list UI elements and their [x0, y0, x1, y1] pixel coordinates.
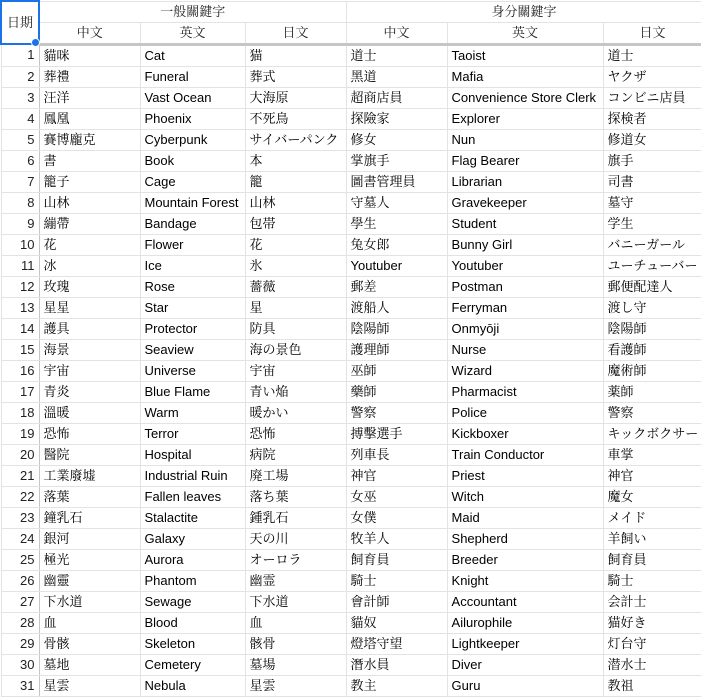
- row-number[interactable]: 6: [1, 150, 39, 171]
- identity-en-cell[interactable]: Flag Bearer: [447, 150, 603, 171]
- row-number[interactable]: 26: [1, 570, 39, 591]
- general-zh-cell[interactable]: 骨骸: [39, 633, 140, 654]
- table-row: [1, 549, 701, 570]
- selection-handle[interactable]: [31, 38, 40, 47]
- identity-ja-cell[interactable]: 墓守: [603, 192, 701, 213]
- general-ja-cell[interactable]: 葬式: [245, 66, 346, 87]
- general-zh-cell[interactable]: 工業廢墟: [39, 465, 140, 486]
- identity-ja-cell[interactable]: 車掌: [603, 444, 701, 465]
- identity-zh-cell[interactable]: 潛水員: [346, 654, 447, 675]
- identity-en-cell[interactable]: Gravekeeper: [447, 192, 603, 213]
- general-zh-cell[interactable]: 書: [39, 150, 140, 171]
- general-zh-cell[interactable]: 墓地: [39, 654, 140, 675]
- general-zh-cell[interactable]: 落葉: [39, 486, 140, 507]
- row-number[interactable]: 20: [1, 444, 39, 465]
- table-row: [1, 570, 701, 591]
- general-ja-cell[interactable]: 病院: [245, 444, 346, 465]
- row-number[interactable]: 5: [1, 129, 39, 150]
- identity-en-cell[interactable]: Shepherd: [447, 528, 603, 549]
- identity-ja-cell[interactable]: キックボクサー: [603, 423, 701, 444]
- row-number[interactable]: 22: [1, 486, 39, 507]
- table-row: [1, 66, 701, 87]
- table-row: [1, 150, 701, 171]
- identity-ja-cell[interactable]: 渡し守: [603, 297, 701, 318]
- identity-ja-cell[interactable]: ユーチューバー: [603, 255, 701, 276]
- identity-en-cell[interactable]: Kickboxer: [447, 423, 603, 444]
- identity-zh-cell[interactable]: 騎士: [346, 570, 447, 591]
- identity-zh-cell[interactable]: 列車長: [346, 444, 447, 465]
- table-row: [1, 486, 701, 507]
- row-number[interactable]: 13: [1, 297, 39, 318]
- identity-ja-cell[interactable]: 看護師: [603, 339, 701, 360]
- general-zh-cell[interactable]: 汪洋: [39, 87, 140, 108]
- row-number[interactable]: 18: [1, 402, 39, 423]
- general-en-cell[interactable]: Cage: [140, 171, 245, 192]
- identity-ja-cell[interactable]: 灯台守: [603, 633, 701, 654]
- identity-en-cell[interactable]: Police: [447, 402, 603, 423]
- identity-en-cell[interactable]: Priest: [447, 465, 603, 486]
- general-en-cell[interactable]: Phantom: [140, 570, 245, 591]
- general-ja-cell[interactable]: サイバーパンク: [245, 129, 346, 150]
- identity-en-cell[interactable]: Taoist: [447, 44, 603, 66]
- identity-ja-cell[interactable]: 修道女: [603, 129, 701, 150]
- table-row: [1, 591, 701, 612]
- general-en-cell[interactable]: Ice: [140, 255, 245, 276]
- general-ja-cell[interactable]: 幽霊: [245, 570, 346, 591]
- identity-ja-cell[interactable]: 道士: [603, 44, 701, 66]
- general-ja-cell[interactable]: 下水道: [245, 591, 346, 612]
- identity-ja-cell[interactable]: 旗手: [603, 150, 701, 171]
- identity-zh-cell[interactable]: 圖書管理員: [346, 171, 447, 192]
- general-ja-cell[interactable]: 海の景色: [245, 339, 346, 360]
- general-zh-cell[interactable]: 宇宙: [39, 360, 140, 381]
- table-row: [1, 507, 701, 528]
- identity-zh-cell[interactable]: 渡船人: [346, 297, 447, 318]
- identity-en-cell[interactable]: Student: [447, 213, 603, 234]
- col-header-identity-en[interactable]: 英文: [447, 22, 603, 44]
- identity-en-cell[interactable]: Ailurophile: [447, 612, 603, 633]
- general-zh-cell[interactable]: 葬禮: [39, 66, 140, 87]
- general-ja-cell[interactable]: 星雲: [245, 675, 346, 696]
- identity-en-cell[interactable]: Bunny Girl: [447, 234, 603, 255]
- row-number[interactable]: 16: [1, 360, 39, 381]
- identity-ja-cell[interactable]: 陰陽師: [603, 318, 701, 339]
- general-en-cell[interactable]: Sewage: [140, 591, 245, 612]
- identity-zh-cell[interactable]: 搏擊選手: [346, 423, 447, 444]
- general-zh-cell[interactable]: 幽靈: [39, 570, 140, 591]
- identity-ja-cell[interactable]: 探検者: [603, 108, 701, 129]
- general-zh-cell[interactable]: 溫暖: [39, 402, 140, 423]
- table-row: [1, 633, 701, 654]
- general-zh-cell[interactable]: 護具: [39, 318, 140, 339]
- table-row: [1, 192, 701, 213]
- identity-zh-cell[interactable]: 道士: [346, 44, 447, 66]
- general-ja-cell[interactable]: 鍾乳石: [245, 507, 346, 528]
- identity-en-cell[interactable]: Nurse: [447, 339, 603, 360]
- identity-zh-cell[interactable]: 郵差: [346, 276, 447, 297]
- general-en-cell[interactable]: Star: [140, 297, 245, 318]
- identity-en-cell[interactable]: Convenience Store Clerk: [447, 87, 603, 108]
- identity-en-cell[interactable]: Wizard: [447, 360, 603, 381]
- table-body: [1, 44, 701, 696]
- general-ja-cell[interactable]: 山林: [245, 192, 346, 213]
- identity-ja-cell[interactable]: 魔女: [603, 486, 701, 507]
- table-row: [1, 612, 701, 633]
- table-row: [1, 318, 701, 339]
- general-en-cell[interactable]: Protector: [140, 318, 245, 339]
- general-ja-cell[interactable]: オーロラ: [245, 549, 346, 570]
- identity-en-cell[interactable]: Lightkeeper: [447, 633, 603, 654]
- group-header-identity[interactable]: 身分關鍵字: [346, 1, 701, 22]
- col-header-general-ja[interactable]: 日文: [245, 22, 346, 44]
- identity-en-cell[interactable]: Train Conductor: [447, 444, 603, 465]
- identity-en-cell[interactable]: Maid: [447, 507, 603, 528]
- identity-zh-cell[interactable]: 飼育員: [346, 549, 447, 570]
- identity-zh-cell[interactable]: Youtuber: [346, 255, 447, 276]
- general-ja-cell[interactable]: 大海原: [245, 87, 346, 108]
- row-number[interactable]: 8: [1, 192, 39, 213]
- table-row: [1, 255, 701, 276]
- row-number[interactable]: 19: [1, 423, 39, 444]
- general-en-cell[interactable]: Aurora: [140, 549, 245, 570]
- table-row: [1, 213, 701, 234]
- general-zh-cell[interactable]: 海景: [39, 339, 140, 360]
- row-number[interactable]: 12: [1, 276, 39, 297]
- general-zh-cell[interactable]: 星星: [39, 297, 140, 318]
- identity-zh-cell[interactable]: 貓奴: [346, 612, 447, 633]
- general-en-cell[interactable]: Cat: [140, 44, 245, 66]
- general-en-cell[interactable]: Blue Flame: [140, 381, 245, 402]
- general-en-cell[interactable]: Mountain Forest: [140, 192, 245, 213]
- general-en-cell[interactable]: Flower: [140, 234, 245, 255]
- general-zh-cell[interactable]: 山林: [39, 192, 140, 213]
- row-number[interactable]: 2: [1, 66, 39, 87]
- identity-zh-cell[interactable]: 學生: [346, 213, 447, 234]
- row-number[interactable]: 27: [1, 591, 39, 612]
- table-row: [1, 381, 701, 402]
- general-en-cell[interactable]: Warm: [140, 402, 245, 423]
- identity-ja-cell[interactable]: 学生: [603, 213, 701, 234]
- general-ja-cell[interactable]: 包帯: [245, 213, 346, 234]
- identity-en-cell[interactable]: Accountant: [447, 591, 603, 612]
- row-number[interactable]: 7: [1, 171, 39, 192]
- identity-ja-cell[interactable]: 神官: [603, 465, 701, 486]
- general-ja-cell[interactable]: 籠: [245, 171, 346, 192]
- general-en-cell[interactable]: Phoenix: [140, 108, 245, 129]
- identity-ja-cell[interactable]: ヤクザ: [603, 66, 701, 87]
- identity-en-cell[interactable]: Witch: [447, 486, 603, 507]
- general-zh-cell[interactable]: 冰: [39, 255, 140, 276]
- general-ja-cell[interactable]: 落ち葉: [245, 486, 346, 507]
- general-en-cell[interactable]: Seaview: [140, 339, 245, 360]
- general-en-cell[interactable]: Stalactite: [140, 507, 245, 528]
- general-zh-cell[interactable]: 極光: [39, 549, 140, 570]
- table-row: [1, 465, 701, 486]
- general-zh-cell[interactable]: 賽博龐克: [39, 129, 140, 150]
- row-number[interactable]: 1: [1, 44, 39, 66]
- identity-zh-cell[interactable]: 女巫: [346, 486, 447, 507]
- identity-en-cell[interactable]: Mafia: [447, 66, 603, 87]
- table-row: [1, 87, 701, 108]
- table-row: [1, 444, 701, 465]
- table-row: [1, 234, 701, 255]
- identity-zh-cell[interactable]: 修女: [346, 129, 447, 150]
- general-ja-cell[interactable]: 防具: [245, 318, 346, 339]
- identity-zh-cell[interactable]: 掌旗手: [346, 150, 447, 171]
- identity-ja-cell[interactable]: 郵便配達人: [603, 276, 701, 297]
- identity-ja-cell[interactable]: 司書: [603, 171, 701, 192]
- identity-en-cell[interactable]: Librarian: [447, 171, 603, 192]
- identity-zh-cell[interactable]: 陰陽師: [346, 318, 447, 339]
- identity-ja-cell[interactable]: バニーガール: [603, 234, 701, 255]
- table-row: [1, 276, 701, 297]
- general-ja-cell[interactable]: 花: [245, 234, 346, 255]
- identity-ja-cell[interactable]: 潜水士: [603, 654, 701, 675]
- identity-en-cell[interactable]: Guru: [447, 675, 603, 696]
- identity-zh-cell[interactable]: 探險家: [346, 108, 447, 129]
- identity-zh-cell[interactable]: 藥師: [346, 381, 447, 402]
- identity-zh-cell[interactable]: 黑道: [346, 66, 447, 87]
- row-number[interactable]: 29: [1, 633, 39, 654]
- identity-zh-cell[interactable]: 超商店員: [346, 87, 447, 108]
- general-zh-cell[interactable]: 銀河: [39, 528, 140, 549]
- identity-ja-cell[interactable]: 薬師: [603, 381, 701, 402]
- general-ja-cell[interactable]: 廃工場: [245, 465, 346, 486]
- general-zh-cell[interactable]: 血: [39, 612, 140, 633]
- row-number[interactable]: 4: [1, 108, 39, 129]
- general-zh-cell[interactable]: 下水道: [39, 591, 140, 612]
- identity-zh-cell[interactable]: 巫師: [346, 360, 447, 381]
- general-ja-cell[interactable]: 薔薇: [245, 276, 346, 297]
- identity-zh-cell[interactable]: 護理師: [346, 339, 447, 360]
- general-ja-cell[interactable]: 氷: [245, 255, 346, 276]
- general-en-cell[interactable]: Vast Ocean: [140, 87, 245, 108]
- identity-zh-cell[interactable]: 教主: [346, 675, 447, 696]
- general-en-cell[interactable]: Industrial Ruin: [140, 465, 245, 486]
- general-ja-cell[interactable]: 恐怖: [245, 423, 346, 444]
- identity-ja-cell[interactable]: 飼育員: [603, 549, 701, 570]
- general-zh-cell[interactable]: 鳳凰: [39, 108, 140, 129]
- general-en-cell[interactable]: Universe: [140, 360, 245, 381]
- general-ja-cell[interactable]: 骸骨: [245, 633, 346, 654]
- table-row: [1, 44, 701, 66]
- identity-ja-cell[interactable]: 羊飼い: [603, 528, 701, 549]
- table-row: [1, 675, 701, 696]
- col-header-identity-ja[interactable]: 日文: [603, 22, 701, 44]
- general-en-cell[interactable]: Cyberpunk: [140, 129, 245, 150]
- identity-en-cell[interactable]: Onmyōji: [447, 318, 603, 339]
- row-number[interactable]: 25: [1, 549, 39, 570]
- general-zh-cell[interactable]: 繃帶: [39, 213, 140, 234]
- identity-ja-cell[interactable]: 会計士: [603, 591, 701, 612]
- general-en-cell[interactable]: Rose: [140, 276, 245, 297]
- identity-en-cell[interactable]: Diver: [447, 654, 603, 675]
- general-zh-cell[interactable]: 醫院: [39, 444, 140, 465]
- general-en-cell[interactable]: Fallen leaves: [140, 486, 245, 507]
- col-header-general-en[interactable]: 英文: [140, 22, 245, 44]
- general-en-cell[interactable]: Skeleton: [140, 633, 245, 654]
- general-ja-cell[interactable]: 不死鳥: [245, 108, 346, 129]
- table-row: [1, 654, 701, 675]
- general-zh-cell[interactable]: 星雲: [39, 675, 140, 696]
- identity-en-cell[interactable]: Postman: [447, 276, 603, 297]
- general-ja-cell[interactable]: 本: [245, 150, 346, 171]
- identity-zh-cell[interactable]: 會計師: [346, 591, 447, 612]
- general-ja-cell[interactable]: 暖かい: [245, 402, 346, 423]
- general-ja-cell[interactable]: 猫: [245, 44, 346, 66]
- general-en-cell[interactable]: Cemetery: [140, 654, 245, 675]
- table-row: [1, 423, 701, 444]
- identity-zh-cell[interactable]: 神官: [346, 465, 447, 486]
- identity-ja-cell[interactable]: 騎士: [603, 570, 701, 591]
- general-ja-cell[interactable]: 天の川: [245, 528, 346, 549]
- identity-zh-cell[interactable]: 女僕: [346, 507, 447, 528]
- identity-en-cell[interactable]: Breeder: [447, 549, 603, 570]
- identity-zh-cell[interactable]: 兔女郎: [346, 234, 447, 255]
- table-row: [1, 108, 701, 129]
- identity-en-cell[interactable]: Explorer: [447, 108, 603, 129]
- general-ja-cell[interactable]: 青い焔: [245, 381, 346, 402]
- row-number[interactable]: 11: [1, 255, 39, 276]
- row-number[interactable]: 31: [1, 675, 39, 696]
- row-number[interactable]: 30: [1, 654, 39, 675]
- general-zh-cell[interactable]: 青炎: [39, 381, 140, 402]
- identity-zh-cell[interactable]: 守墓人: [346, 192, 447, 213]
- row-number[interactable]: 15: [1, 339, 39, 360]
- identity-ja-cell[interactable]: 魔術師: [603, 360, 701, 381]
- identity-ja-cell[interactable]: コンビニ店員: [603, 87, 701, 108]
- table-row: [1, 297, 701, 318]
- row-number[interactable]: 14: [1, 318, 39, 339]
- general-en-cell[interactable]: Terror: [140, 423, 245, 444]
- identity-ja-cell[interactable]: メイド: [603, 507, 701, 528]
- table-row: [1, 339, 701, 360]
- identity-en-cell[interactable]: Knight: [447, 570, 603, 591]
- general-ja-cell[interactable]: 星: [245, 297, 346, 318]
- row-number[interactable]: 21: [1, 465, 39, 486]
- row-number[interactable]: 23: [1, 507, 39, 528]
- general-zh-cell[interactable]: 玫瑰: [39, 276, 140, 297]
- general-en-cell[interactable]: Book: [140, 150, 245, 171]
- row-number[interactable]: 28: [1, 612, 39, 633]
- row-number[interactable]: 10: [1, 234, 39, 255]
- general-en-cell[interactable]: Hospital: [140, 444, 245, 465]
- identity-en-cell[interactable]: Pharmacist: [447, 381, 603, 402]
- row-number[interactable]: 9: [1, 213, 39, 234]
- table-row: [1, 402, 701, 423]
- row-number[interactable]: 17: [1, 381, 39, 402]
- general-zh-cell[interactable]: 貓咪: [39, 44, 140, 66]
- general-en-cell[interactable]: Nebula: [140, 675, 245, 696]
- identity-zh-cell[interactable]: 警察: [346, 402, 447, 423]
- general-en-cell[interactable]: Blood: [140, 612, 245, 633]
- row-number[interactable]: 24: [1, 528, 39, 549]
- corner-cell-date[interactable]: 日期: [1, 1, 39, 44]
- general-zh-cell[interactable]: 恐怖: [39, 423, 140, 444]
- table-row: [1, 129, 701, 150]
- row-number[interactable]: 3: [1, 87, 39, 108]
- table-row: [1, 360, 701, 381]
- identity-ja-cell[interactable]: 猫好き: [603, 612, 701, 633]
- general-zh-cell[interactable]: 籠子: [39, 171, 140, 192]
- identity-en-cell[interactable]: Youtuber: [447, 255, 603, 276]
- identity-ja-cell[interactable]: 教祖: [603, 675, 701, 696]
- table-row: [1, 171, 701, 192]
- general-ja-cell[interactable]: 墓場: [245, 654, 346, 675]
- general-ja-cell[interactable]: 血: [245, 612, 346, 633]
- identity-zh-cell[interactable]: 牧羊人: [346, 528, 447, 549]
- group-header-general[interactable]: 一般關鍵字: [39, 1, 346, 22]
- general-zh-cell[interactable]: 花: [39, 234, 140, 255]
- general-zh-cell[interactable]: 鐘乳石: [39, 507, 140, 528]
- general-ja-cell[interactable]: 宇宙: [245, 360, 346, 381]
- identity-en-cell[interactable]: Ferryman: [447, 297, 603, 318]
- general-en-cell[interactable]: Galaxy: [140, 528, 245, 549]
- identity-ja-cell[interactable]: 警察: [603, 402, 701, 423]
- col-header-general-zh[interactable]: 中文: [39, 22, 140, 44]
- general-en-cell[interactable]: Funeral: [140, 66, 245, 87]
- identity-zh-cell[interactable]: 燈塔守望: [346, 633, 447, 654]
- col-header-identity-zh[interactable]: 中文: [346, 22, 447, 44]
- identity-en-cell[interactable]: Nun: [447, 129, 603, 150]
- general-en-cell[interactable]: Bandage: [140, 213, 245, 234]
- table-row: [1, 528, 701, 549]
